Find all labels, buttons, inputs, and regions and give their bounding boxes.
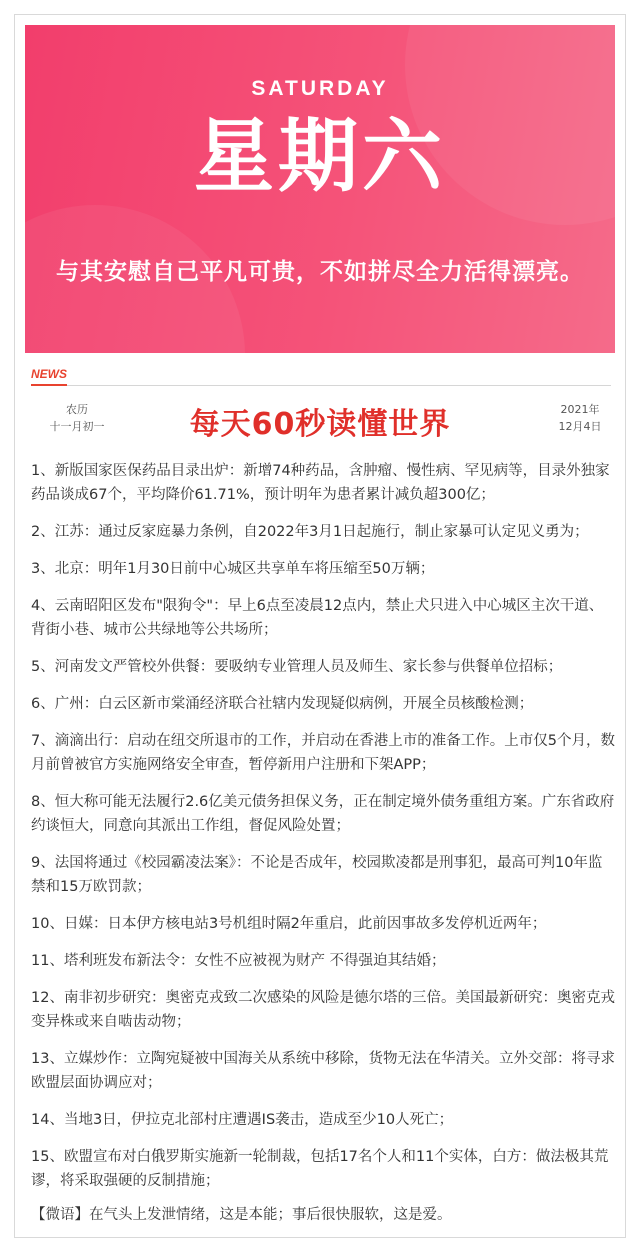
weekday-banner	[25, 25, 615, 353]
news-item-14: 14、当地3日，伊拉克北部村庄遭遇IS袭击，造成至少10人死亡；	[31, 1112, 454, 1128]
weekday-chinese: 星期六	[194, 110, 446, 203]
news-list	[31, 459, 615, 1206]
news-item-15: 15、欧盟宣布对白俄罗斯实施新一轮制裁，包括17名个人和11个实体，白方：做法极其荒谬，将采取强硬的反制措施；	[31, 1149, 609, 1189]
news-item-1: 1、新版国家医保药品目录出炉：新增74种药品，含肿瘤、慢性病、罕见病等，目录外独家药品谈成67个，平均降价61.71%，预计明年为患者累计减负超300亿；	[31, 463, 610, 503]
news-item-9: 9、法国将通过《校园霸凌法案》：不论是否成年，校园欺凌都是刑事犯，最高可判10年监禁和15万欧罚款；	[31, 855, 603, 895]
news-item-7: 7、滴滴出行：启动在纽交所退市的工作，并启动在香港上市的准备工作。上市仅5个月，数月前曾被官方实施网络安全审查，暂停新用户注册和下架APP；	[31, 733, 615, 773]
news-divider	[31, 385, 611, 386]
news-item-4: 4、云南昭阳区发布"限狗令"：早上6点至凌晨12点内，禁止犬只进入中心城区主次干道、背街小巷、城市公共绿地等公共场所；	[31, 598, 604, 638]
news-item-11: 11、塔利班发布新法令：女性不应被视为财产 不得强迫其结婚；	[31, 953, 446, 969]
news-item-6: 6、广州：白云区新市棠涌经济联合社辖内发现疑似病例，开展全员核酸检测；	[31, 696, 534, 712]
news-item-8: 8、恒大称可能无法履行2.6亿美元债务担保义务，正在制定境外债务重组方案。广东省政府约谈恒大，同意向其派出工作组，督促风险处置；	[31, 794, 615, 834]
news-item-3: 3、北京：明年1月30日前中心城区共享单车将压缩至50万辆；	[31, 561, 435, 577]
lunar-label: 农历	[66, 403, 88, 416]
news-item-13: 13、立媒炒作：立陶宛疑被中国海关从系统中移除，货物无法在华清关。立外交部：将寻求欧盟层面协调应对；	[31, 1051, 615, 1091]
date-year: 2021年	[560, 403, 600, 416]
news-tag: NEWS	[31, 367, 67, 381]
banner-motto: 与其安慰自己平凡可贵，不如拼尽全力活得漂亮。	[56, 259, 584, 285]
news-item-2: 2、江苏：通过反家庭暴力条例，自2022年3月1日起施行，制止家暴可认定见义勇为；	[31, 524, 589, 540]
news-item-12: 12、南非初步研究：奥密克戎致二次感染的风险是德尔塔的三倍。美国最新研究：奥密克戎变异株或来自啮齿动物；	[31, 990, 615, 1030]
lunar-date: 十一月初一	[49, 420, 105, 433]
news-item-10: 10、日媒：日本伊方核电站3号机组时隔2年重启，此前因事故多发停机近两年；	[31, 916, 547, 932]
date-block	[545, 401, 615, 435]
news-item-5: 5、河南发文严管校外供餐：要吸纳专业管理人员及师生、家长参与供餐单位招标；	[31, 659, 563, 675]
daily-quote: 【微语】在气头上发泄情绪，这是本能；事后很快服软，这是爱。	[31, 1207, 452, 1223]
weekday-english: SATURDAY	[251, 77, 389, 100]
page-title: 每天60秒读懂世界	[189, 407, 451, 442]
news-divider-accent	[31, 384, 67, 386]
card-frame	[14, 14, 626, 1238]
lunar-date-block	[37, 401, 117, 435]
date-month-day: 12月4日	[558, 420, 602, 433]
